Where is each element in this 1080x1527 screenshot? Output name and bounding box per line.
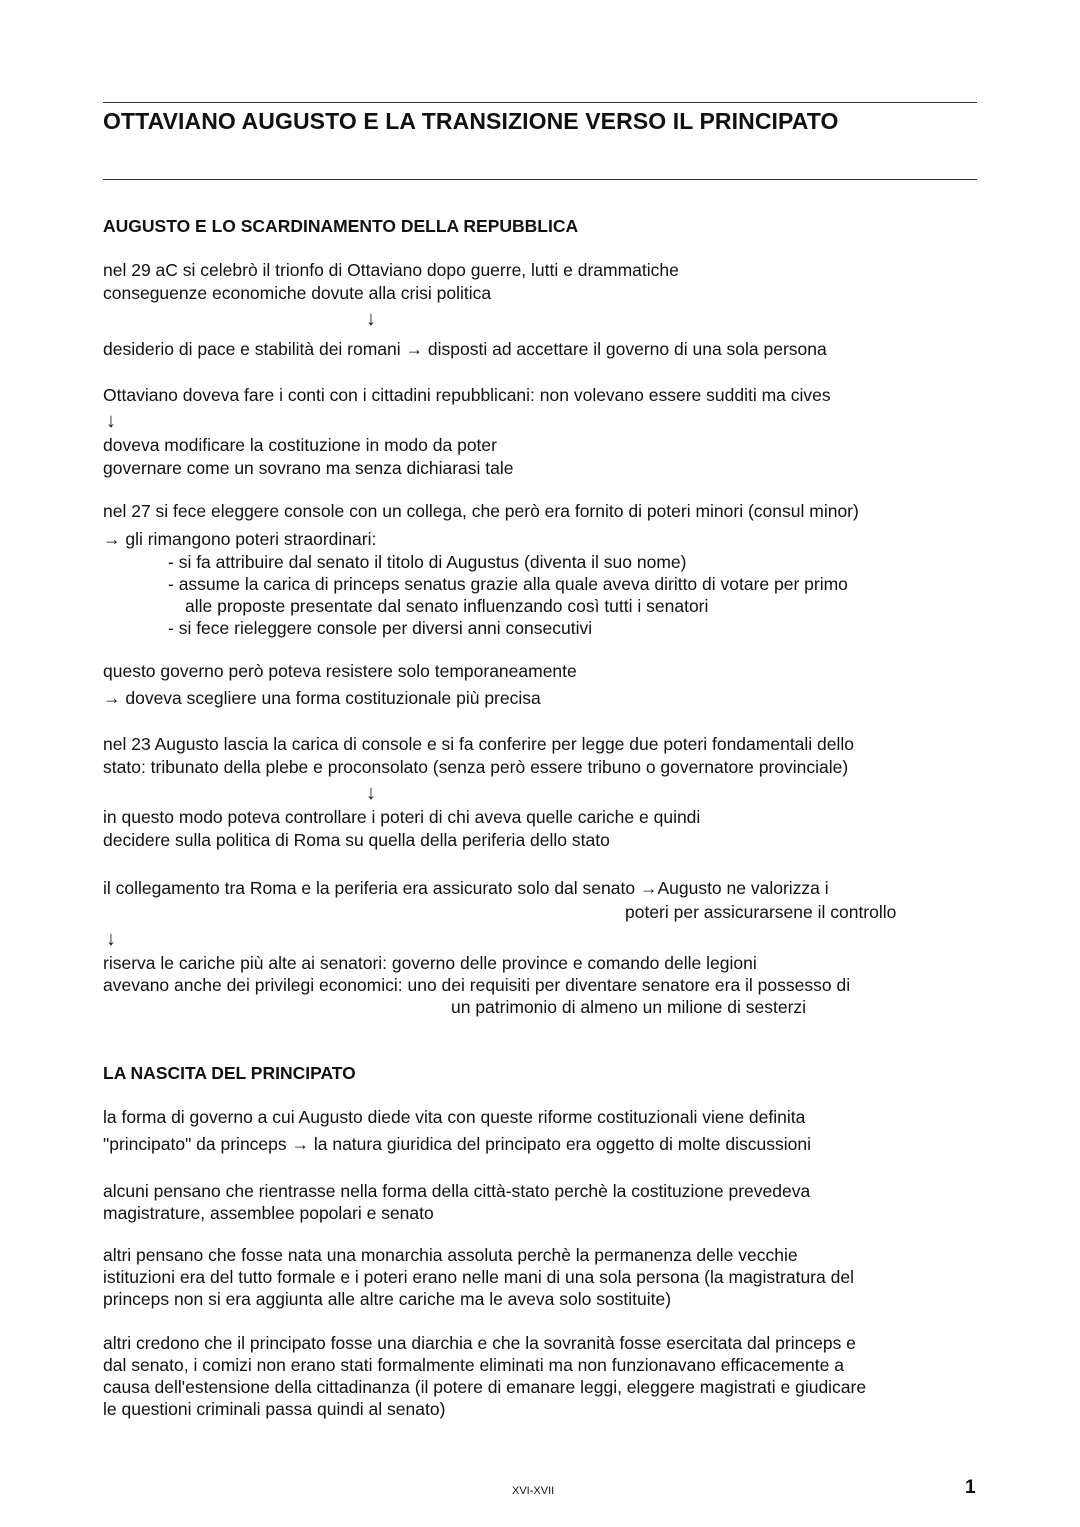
paragraph-line: avevano anche dei privilegi economici: uno dei requisiti per diventare senatore era il possesso di bbox=[103, 975, 851, 995]
paragraph-line: → gli rimangono poteri straordinari: bbox=[103, 529, 377, 549]
paragraph-line: → doveva scegliere una forma costituzionale più precisa bbox=[103, 688, 541, 708]
paragraph-line: il collegamento tra Roma e la periferia era assicurato solo dal senato →Augusto ne valorizza i bbox=[103, 878, 829, 898]
paragraph-line: decidere sulla politica di Roma su quella della periferia dello stato bbox=[103, 830, 610, 850]
paragraph-line: in questo modo poteva controllare i poteri di chi aveva quelle cariche e quindi bbox=[103, 807, 701, 827]
arrow-down-icon: ↓ bbox=[106, 928, 116, 950]
footer-code: XVI-XVII bbox=[512, 1485, 555, 1497]
section-heading-2: LA NASCITA DEL PRINCIPATO bbox=[103, 1063, 356, 1083]
paragraph-line: doveva modificare la costituzione in modo da poter bbox=[103, 435, 497, 455]
paragraph-line: "principato" da princeps → la natura giuridica del principato era oggetto di molte discussioni bbox=[103, 1134, 811, 1154]
bullet-item-continuation: alle proposte presentate dal senato influenzando così tutti i senatori bbox=[185, 596, 709, 616]
bullet-item: - assume la carica di princeps senatus grazie alla quale aveva diritto di votare per primo bbox=[168, 574, 848, 594]
bullet-item: - si fece rieleggere console per diversi anni consecutivi bbox=[168, 618, 593, 638]
paragraph-line: un patrimonio di almeno un milione di sesterzi bbox=[451, 997, 807, 1017]
paragraph-line: magistrature, assemblee popolari e senato bbox=[103, 1203, 434, 1223]
paragraph-line: istituzioni era del tutto formale e i poteri erano nelle mani di una sola persona (la magistratura del bbox=[103, 1267, 854, 1287]
paragraph-line: altri pensano che fosse nata una monarchia assoluta perchè la permanenza delle vecchie bbox=[103, 1245, 798, 1265]
paragraph-line: riserva le cariche più alte ai senatori: governo delle province e comando delle legioni bbox=[103, 953, 757, 973]
title-rule-top bbox=[103, 102, 977, 103]
paragraph-line: poteri per assicurarsene il controllo bbox=[625, 902, 897, 922]
paragraph-line: questo governo però poteva resistere solo temporaneamente bbox=[103, 661, 577, 681]
section-heading-1: AUGUSTO E LO SCARDINAMENTO DELLA REPUBBLICA bbox=[103, 216, 579, 236]
arrow-down-icon: ↓ bbox=[366, 782, 376, 804]
arrow-down-icon: ↓ bbox=[366, 308, 376, 330]
paragraph-line: causa dell'estensione della cittadinanza (il potere di emanare leggi, eleggere magistrati e giudicare bbox=[103, 1377, 867, 1397]
bullet-item: - si fa attribuire dal senato il titolo di Augustus (diventa il suo nome) bbox=[168, 552, 687, 572]
arrow-down-icon: ↓ bbox=[106, 410, 116, 432]
paragraph-line: nel 27 si fece eleggere console con un collega, che però era fornito di poteri minori (consul minor) bbox=[103, 501, 859, 521]
paragraph-line: alcuni pensano che rientrasse nella forma della città-stato perchè la costituzione prevedeva bbox=[103, 1181, 811, 1201]
title-rule-bottom bbox=[103, 179, 977, 180]
paragraph-line: governare come un sovrano ma senza dichiarasi tale bbox=[103, 458, 514, 478]
paragraph-line: stato: tribunato della plebe e proconsolato (senza però essere tribuno o governatore provinciale) bbox=[103, 757, 849, 777]
paragraph-line: altri credono che il principato fosse una diarchia e che la sovranità fosse esercitata dal princeps e bbox=[103, 1333, 856, 1353]
paragraph-line: la forma di governo a cui Augusto diede vita con queste riforme costituzionali viene definita bbox=[103, 1107, 806, 1127]
paragraph-line: princeps non si era aggiunta alle altre cariche ma le aveva solo sostituite) bbox=[103, 1289, 672, 1309]
paragraph-line: nel 23 Augusto lascia la carica di console e si fa conferire per legge due poteri fondamentali dello bbox=[103, 734, 855, 754]
paragraph-line: conseguenze economiche dovute alla crisi politica bbox=[103, 283, 492, 303]
paragraph-line: le questioni criminali passa quindi al senato) bbox=[103, 1399, 446, 1419]
page-number: 1 bbox=[965, 1477, 976, 1498]
paragraph-line: Ottaviano doveva fare i conti con i cittadini repubblicani: non volevano essere sudditi ma cives bbox=[103, 385, 831, 405]
page-title: OTTAVIANO AUGUSTO E LA TRANSIZIONE VERSO IL PRINCIPATO bbox=[103, 108, 839, 134]
paragraph-line: dal senato, i comizi non erano stati formalmente eliminati ma non funzionavano efficacemente a bbox=[103, 1355, 844, 1375]
paragraph-line: nel 29 aC si celebrò il trionfo di Ottaviano dopo guerre, lutti e drammatiche bbox=[103, 260, 679, 280]
paragraph-line: desiderio di pace e stabilità dei romani → disposti ad accettare il governo di una sola persona bbox=[103, 339, 827, 359]
